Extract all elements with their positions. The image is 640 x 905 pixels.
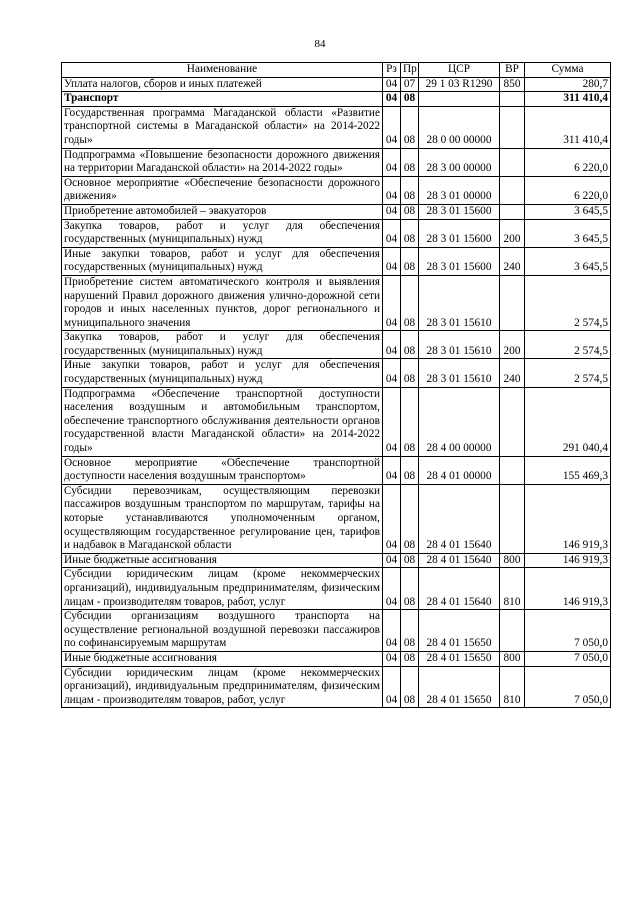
table-row (62, 553, 611, 568)
table-row (62, 176, 611, 204)
row-csr: 28 4 01 15650 (419, 610, 500, 652)
row-csr: 28 3 01 15600 (419, 204, 500, 219)
row-rz: 04 (383, 359, 401, 387)
row-vr (500, 92, 525, 107)
row-sum: 3 645,5 (525, 204, 611, 219)
row-csr: 28 3 01 15610 (419, 275, 500, 330)
table-row (62, 651, 611, 666)
row-pr: 08 (401, 247, 419, 275)
row-pr: 08 (401, 219, 419, 247)
row-vr (500, 176, 525, 204)
row-sum: 2 574,5 (525, 331, 611, 359)
row-rz: 04 (383, 77, 401, 92)
row-rz: 04 (383, 387, 401, 456)
row-vr (500, 484, 525, 553)
row-name: Субсидии юридическим лицам (кроме некоммерческих организаций), индивидуальным предпринимателям, физическим лицам - производителям товаров, работ, услуг (62, 568, 383, 610)
table-row (62, 77, 611, 92)
row-rz: 04 (383, 176, 401, 204)
row-pr: 08 (401, 359, 419, 387)
row-sum: 7 050,0 (525, 610, 611, 652)
row-vr: 200 (500, 331, 525, 359)
header-rz: Рз (383, 63, 401, 78)
row-name: Подпрограмма «Повышение безопасности дорожного движения на территории Магаданской области» на 2014-2022 годы» (62, 148, 383, 176)
row-csr: 28 3 01 15600 (419, 247, 500, 275)
row-pr: 08 (401, 484, 419, 553)
row-sum: 7 050,0 (525, 666, 611, 708)
row-csr: 28 4 01 15640 (419, 553, 500, 568)
row-rz: 04 (383, 456, 401, 484)
row-pr: 08 (401, 92, 419, 107)
row-name: Иные закупки товаров, работ и услуг для обеспечения государственных (муниципальных) нужд (62, 359, 383, 387)
row-rz: 04 (383, 568, 401, 610)
row-name: Приобретение автомобилей – эвакуаторов (62, 204, 383, 219)
row-csr: 28 3 01 15600 (419, 219, 500, 247)
table-row (62, 219, 611, 247)
row-vr: 800 (500, 651, 525, 666)
row-pr: 08 (401, 456, 419, 484)
row-rz: 04 (383, 553, 401, 568)
row-sum: 146 919,3 (525, 484, 611, 553)
header-pr: Пр (401, 63, 419, 78)
row-sum: 155 469,3 (525, 456, 611, 484)
row-vr (500, 148, 525, 176)
row-pr: 08 (401, 568, 419, 610)
row-name: Уплата налогов, сборов и иных платежей (62, 77, 383, 92)
row-csr: 28 4 01 15650 (419, 666, 500, 708)
row-pr: 08 (401, 666, 419, 708)
row-rz: 04 (383, 148, 401, 176)
row-vr: 240 (500, 359, 525, 387)
table-row-section (62, 92, 611, 107)
row-rz: 04 (383, 610, 401, 652)
row-csr: 28 4 01 15650 (419, 651, 500, 666)
row-sum: 311 410,4 (525, 106, 611, 148)
row-csr: 28 3 01 15610 (419, 331, 500, 359)
row-csr: 28 4 01 15640 (419, 568, 500, 610)
row-vr: 850 (500, 77, 525, 92)
row-name: Субсидии организациям воздушного транспорта на осуществление региональной воздушной перевозки пассажиров по софинансируемым маршрутам (62, 610, 383, 652)
row-pr: 08 (401, 148, 419, 176)
row-sum: 146 919,3 (525, 553, 611, 568)
row-name: Закупка товаров, работ и услуг для обеспечения государственных (муниципальных) нужд (62, 331, 383, 359)
row-name: Закупка товаров, работ и услуг для обеспечения государственных (муниципальных) нужд (62, 219, 383, 247)
row-name: Приобретение систем автоматического контроля и выявления нарушений Правил дорожного движения улично-дорожной сети городов и иных населенных пунктов, дорог регионального и муниципального значения (62, 275, 383, 330)
row-vr (500, 204, 525, 219)
row-csr: 28 0 00 00000 (419, 106, 500, 148)
row-rz: 04 (383, 106, 401, 148)
row-sum: 3 645,5 (525, 219, 611, 247)
row-csr: 28 3 01 15610 (419, 359, 500, 387)
row-pr: 08 (401, 275, 419, 330)
row-csr: 28 3 00 00000 (419, 148, 500, 176)
row-csr: 28 4 00 00000 (419, 387, 500, 456)
row-name: Субсидии перевозчикам, осуществляющим перевозки пассажиров воздушным транспортом по маршрутам, тарифы на которые устанавливаются уполномоченным органом, осуществляющим государственное регулирование цен, тарифов и надбавок в Магаданской области (62, 484, 383, 553)
row-name: Транспорт (62, 92, 383, 107)
header-name: Наименование (62, 63, 383, 78)
row-name: Подпрограмма «Обеспечение транспортной доступности населения воздушным и автомобильным транспортом, обеспечение транспортного обслуживания деятельности органов государственной власти Магаданской области» на 2014-2022 годы» (62, 387, 383, 456)
budget-table (61, 62, 611, 708)
row-vr: 240 (500, 247, 525, 275)
table-row (62, 359, 611, 387)
table-row (62, 666, 611, 708)
row-name: Иные закупки товаров, работ и услуг для обеспечения государственных (муниципальных) нужд (62, 247, 383, 275)
row-vr (500, 106, 525, 148)
row-vr (500, 275, 525, 330)
row-vr: 810 (500, 666, 525, 708)
row-pr: 08 (401, 651, 419, 666)
row-sum: 146 919,3 (525, 568, 611, 610)
row-rz: 04 (383, 275, 401, 330)
row-vr: 800 (500, 553, 525, 568)
row-sum: 311 410,4 (525, 92, 611, 107)
row-sum: 2 574,5 (525, 275, 611, 330)
row-name: Иные бюджетные ассигнования (62, 651, 383, 666)
row-sum: 291 040,4 (525, 387, 611, 456)
table-row (62, 331, 611, 359)
row-vr: 810 (500, 568, 525, 610)
row-pr: 08 (401, 610, 419, 652)
table-row (62, 610, 611, 652)
row-name: Основное мероприятие «Обеспечение безопасности дорожного движения» (62, 176, 383, 204)
row-pr: 08 (401, 204, 419, 219)
row-vr: 200 (500, 219, 525, 247)
row-csr: 28 4 01 15640 (419, 484, 500, 553)
row-pr: 08 (401, 387, 419, 456)
row-rz: 04 (383, 247, 401, 275)
table-row (62, 204, 611, 219)
table-row (62, 275, 611, 330)
table-row (62, 484, 611, 553)
row-pr: 08 (401, 176, 419, 204)
row-csr (419, 92, 500, 107)
header-vr: ВР (500, 63, 525, 78)
table-row (62, 568, 611, 610)
row-sum: 3 645,5 (525, 247, 611, 275)
header-csr: ЦСР (419, 63, 500, 78)
table-row (62, 456, 611, 484)
row-name: Субсидии юридическим лицам (кроме некоммерческих организаций), индивидуальным предпринимателям, физическим лицам - производителям товаров, работ, услуг (62, 666, 383, 708)
row-rz: 04 (383, 331, 401, 359)
table-row (62, 148, 611, 176)
row-rz: 04 (383, 666, 401, 708)
row-sum: 6 220,0 (525, 176, 611, 204)
row-pr: 08 (401, 553, 419, 568)
row-rz: 04 (383, 219, 401, 247)
header-sum: Сумма (525, 63, 611, 78)
table-row (62, 247, 611, 275)
row-rz: 04 (383, 651, 401, 666)
row-name: Государственная программа Магаданской области «Развитие транспортной системы в Магаданской области» на 2014-2022 годы» (62, 106, 383, 148)
row-sum: 7 050,0 (525, 651, 611, 666)
row-rz: 04 (383, 204, 401, 219)
row-vr (500, 456, 525, 484)
row-pr: 08 (401, 331, 419, 359)
row-vr (500, 610, 525, 652)
row-rz: 04 (383, 92, 401, 107)
table-header-row (62, 63, 611, 78)
row-csr: 29 1 03 R1290 (419, 77, 500, 92)
row-name: Иные бюджетные ассигнования (62, 553, 383, 568)
row-sum: 2 574,5 (525, 359, 611, 387)
table-row (62, 387, 611, 456)
row-csr: 28 4 01 00000 (419, 456, 500, 484)
row-sum: 6 220,0 (525, 148, 611, 176)
row-name: Основное мероприятие «Обеспечение транспортной доступности населения воздушным транспортом» (62, 456, 383, 484)
row-pr: 08 (401, 106, 419, 148)
row-vr (500, 387, 525, 456)
row-sum: 280,7 (525, 77, 611, 92)
table-row (62, 106, 611, 148)
row-rz: 04 (383, 484, 401, 553)
row-pr: 07 (401, 77, 419, 92)
row-csr: 28 3 01 00000 (419, 176, 500, 204)
page-number: 84 (314, 38, 326, 50)
